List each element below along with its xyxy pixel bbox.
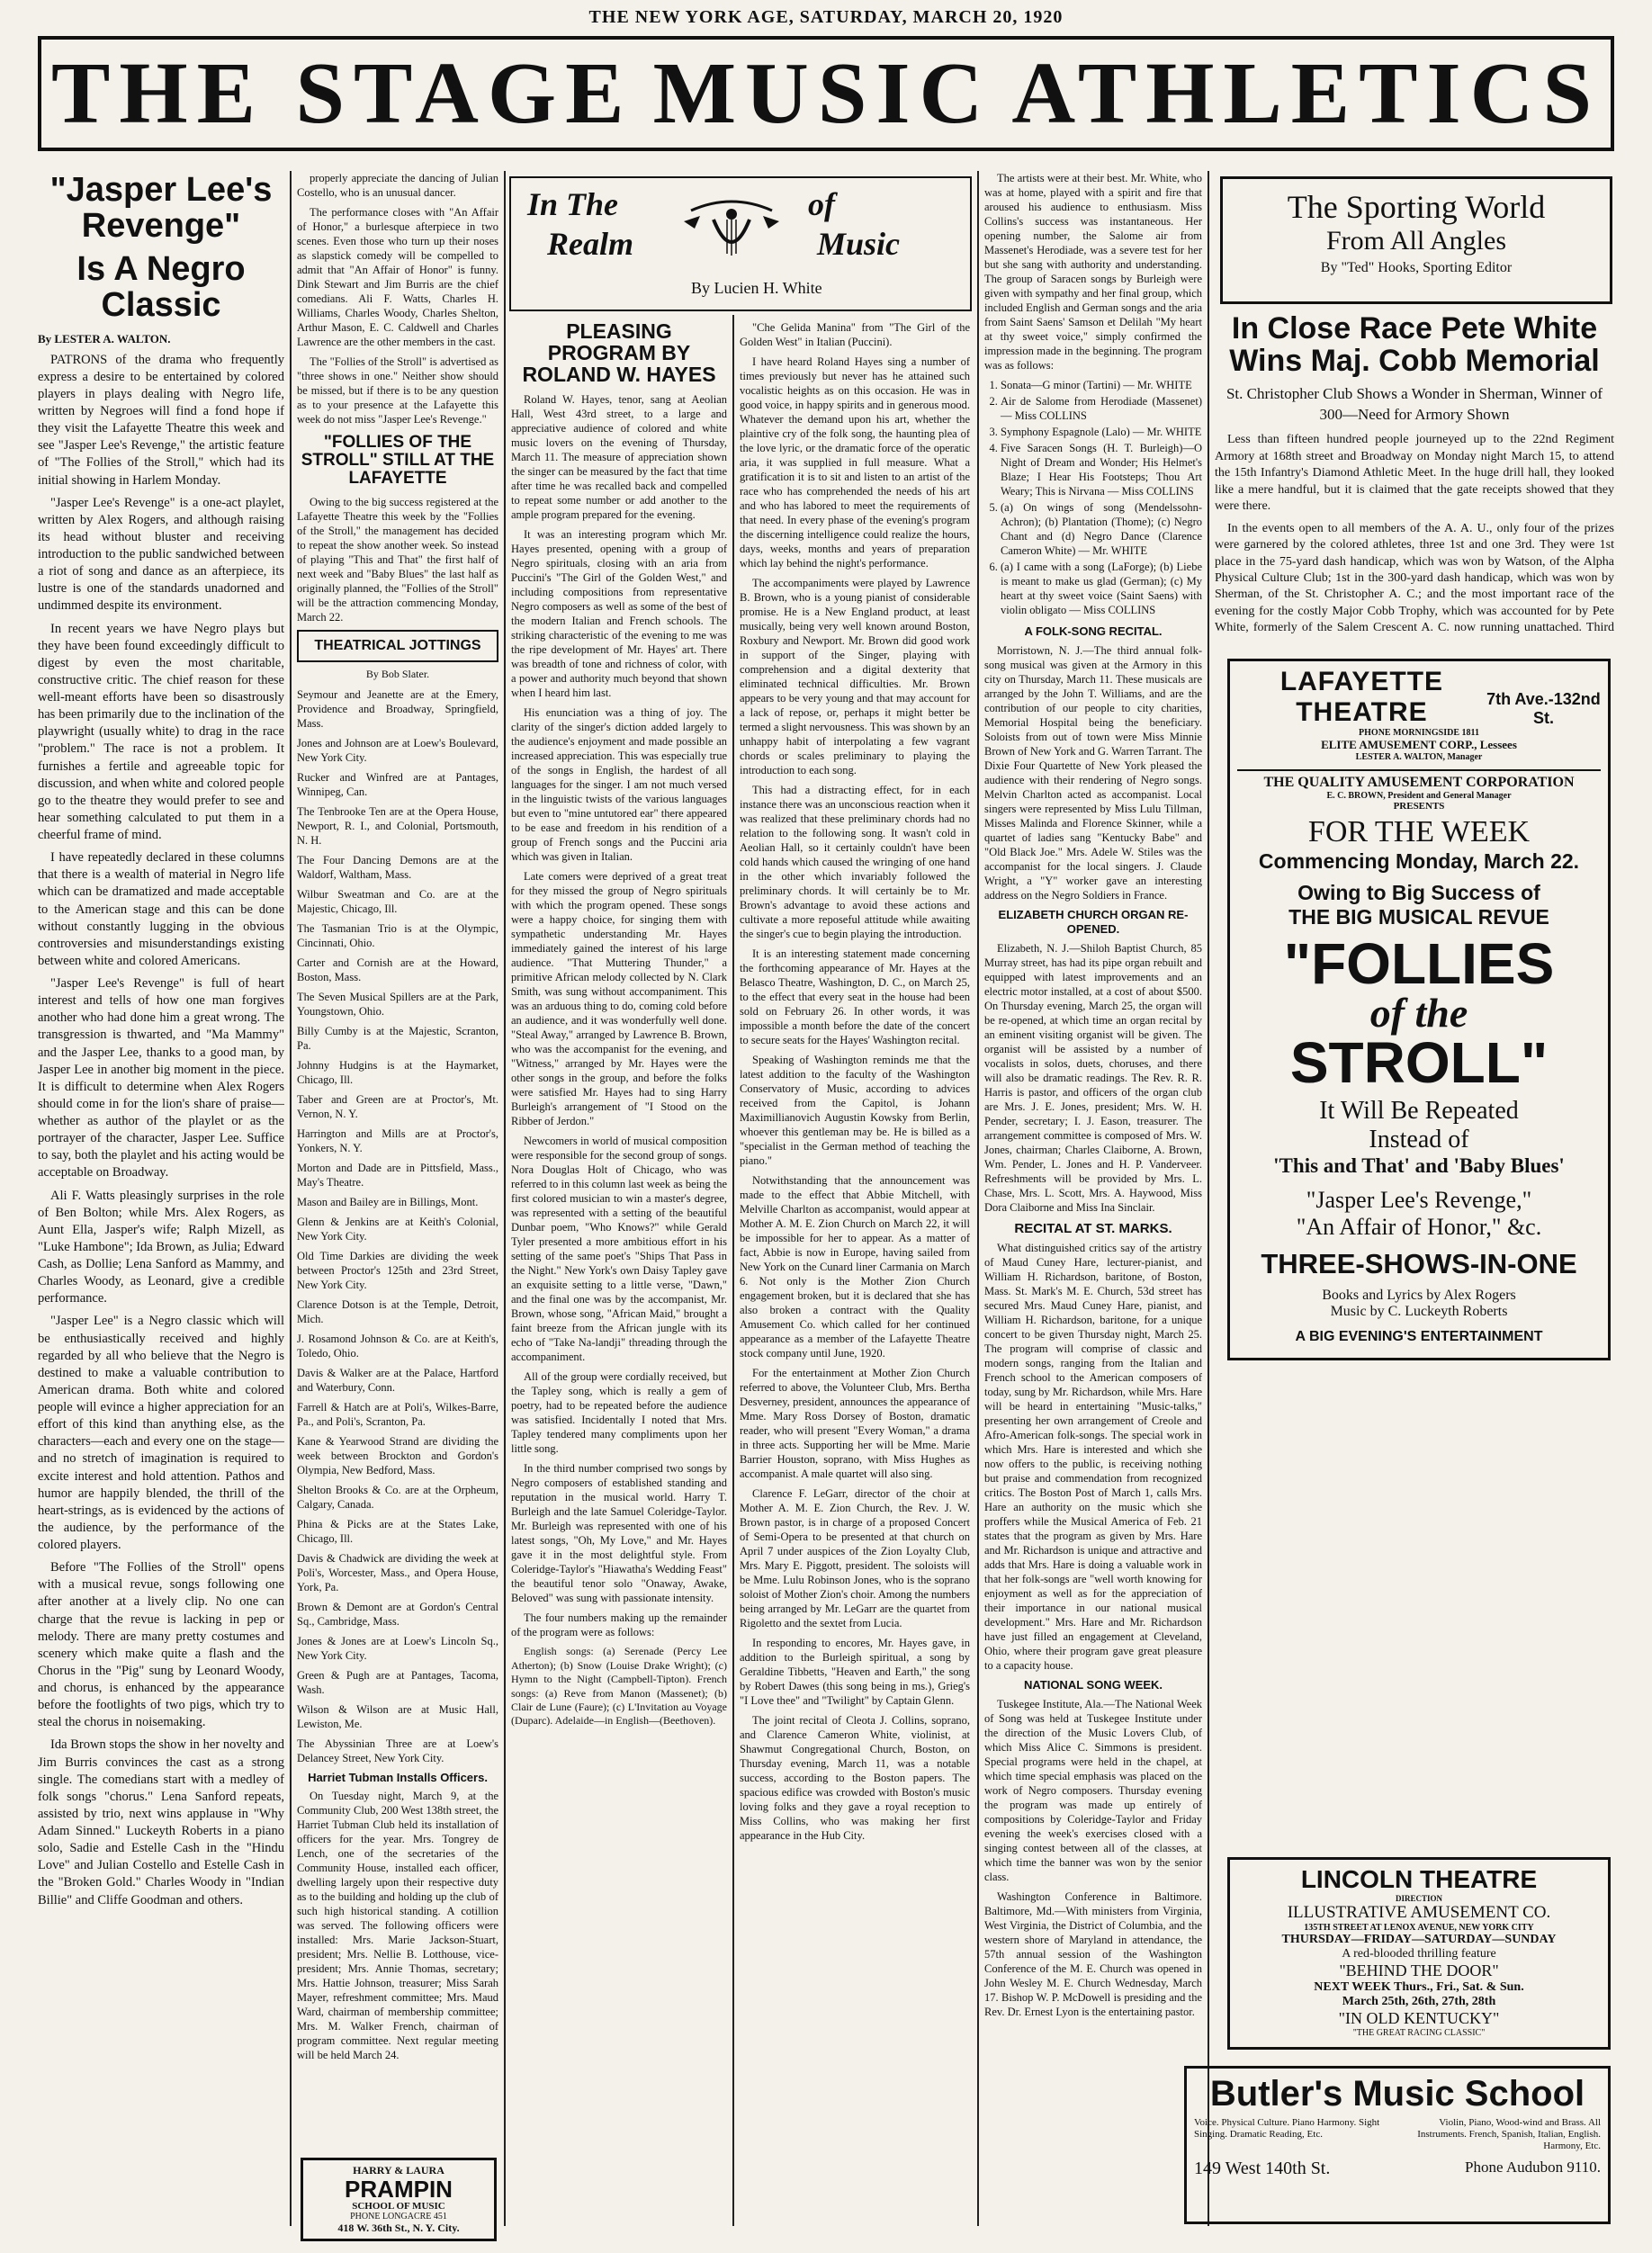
masthead: [38, 36, 1614, 151]
lincoln-address: 135TH STREET AT LENOX AVENUE, NEW YORK CITY: [1304, 1923, 1534, 1933]
program-item: 2. Air de Salome from Herodiade (Massenet) — Miss COLLINS: [1001, 394, 1202, 423]
butler-name: Butler's Music School: [1209, 2074, 1585, 2114]
lincoln-days: THURSDAY—FRIDAY—SATURDAY—SUNDAY: [1281, 1933, 1557, 1946]
sporting-p2: In the events open to all members of the A. A. U., only four of the prizes were garnered by the colored athletes, three 1st and one 3rd. They were 1st place in the 75-yard dash handicap, which was won by Watson, of the Alpha Physical Culture Club; 1st in the 300-yard dash handicap, which was won by Sherman, of the St. Christopher A. C.; and the most important race of the evening for the costly Major Cobb Trophy, which was accounted for by Pete White, formerly of the Salem Crescent A. C. now running unattached. Third: [1215, 521, 1614, 635]
lincoln-direction: DIRECTION: [1395, 1894, 1442, 1903]
lafayette-owing: Owing to Big Success of: [1297, 881, 1540, 904]
jotting-item: Billy Cumby is at the Majestic, Scranton, Pa.: [297, 1024, 498, 1052]
jotting-item: Davis & Chadwick are dividing the week at Poli's, Worcester, Mass., and Opera House, York, Pa.: [297, 1551, 498, 1593]
lafayette-location: 7th Ave.-132nd St.: [1486, 690, 1601, 727]
sporting-title-2: From All Angles: [1325, 226, 1507, 256]
lafayette-affair: "An Affair of Honor," &c.: [1296, 1214, 1542, 1240]
lincoln-name: LINCOLN THEATRE: [1300, 1865, 1538, 1893]
jotting-item: J. Rosamond Johnson & Co. are at Keith's, Toledo, Ohio.: [297, 1332, 498, 1360]
jottings-box: [297, 630, 498, 662]
jotting-item: Jones & Jones are at Loew's Lincoln Sq., New York City.: [297, 1634, 498, 1662]
jasper-p1: PATRONS of the drama who frequently express a desire to be entertained by colored players in plays dealing with Negro life, written by Negroes will find a fond hope if they visit the Lafayette Theatre this week and see "Jasper Lee's Revenge," the artistic feature of "The Follies of the Stroll," which had its initial showing in Harlem Monday.: [38, 352, 284, 488]
sporting-headline: In Close Race Pete White Wins Maj. Cobb Memorial: [1229, 313, 1600, 378]
jotting-item: Johnny Hudgins is at the Haymarket, Chicago, Ill.: [297, 1058, 498, 1086]
sporting-byline: By "Ted" Hooks, Sporting Editor: [1320, 260, 1513, 275]
column-jasper: [38, 171, 284, 2235]
jotting-item: Mason and Bailey are in Billings, Mont.: [297, 1195, 479, 1208]
jotting-item: Kane & Yearwood Strand are dividing the week between Brockton and Gordon's Olympia, New Bedford, Mass.: [297, 1434, 498, 1477]
butler-ad: [1184, 2066, 1611, 2224]
column-hayes-cont: [740, 320, 970, 2235]
hayes-p4: Late comers were deprived of a great treat for they missed the group of Negro spirituals with which the program opened. These songs were a happy choice, for singing them with sympathetic understanding Mr. Hayes immediately gained the interest of his large audience. "That Muttering Thunder," a primitive African melody collected by N. Clark Smith, was sung without accompaniment. This was an arduous thing to do, coming cold before an audience, and it was wonderfully well done. "Steal Away," arranged by Lawrence B. Brown, who was the accompanist for the evening, and "Witness," arranged by Mr. Hayes were the other songs in the group, and before the folks were satisfied Mr. Hayes had to sing Harry Burleigh's arrangement of "I Stood on the Ribber of Jerdon.": [511, 870, 727, 1128]
hayes-p9: "Che Gelida Manina" from "The Girl of the Golden West" in Italian (Puccini).: [740, 321, 970, 348]
hayes-p20: The artists were at their best. Mr. White, who was at home, played with a spirit and fire that aroused his audience to enthusiasm. Miss Collins's success was instantaneous. Her opening number, the Salome air from Massenet's Herodiade, was a severe test for her but she sang with authority and understanding. The group of Saracen songs by Burleigh were given with sympathy and her final group, which included English and German songs and the aria from Saint Saens' Samson et Delilah "My heart at thy sweet voice," simply confirmed the impression made in the beginning. The program was as follows:: [984, 172, 1202, 372]
lafayette-this-and-that: 'This and That' and 'Baby Blues': [1273, 1154, 1565, 1177]
lafayette-books: Books and Lyrics by Alex Rogers: [1322, 1288, 1516, 1303]
lincoln-company: ILLUSTRATIVE AMUSEMENT CO.: [1287, 1903, 1551, 1922]
hayes-p1: Roland W. Hayes, tenor, sang at Aeolian Hall, West 43rd street, to a large and appreciative audience of colored and white music lovers on the evening of Thursday, March 11. The measure of appreciation shown the singer can be measured by the fact that time after time he was recalled back and compelled to repeat some number or add another to the ample program prepared for the evening.: [511, 393, 727, 522]
jotting-item: The Abyssinian Three are at Loew's Delancey Street, New York City.: [297, 1737, 498, 1764]
column-recitals: [984, 171, 1202, 2235]
dateline: THE NEW YORK AGE, SATURDAY, MARCH 20, 1920: [588, 7, 1064, 27]
masthead-music: MUSIC: [652, 45, 992, 142]
prampin-ad: [301, 2158, 497, 2241]
jotting-item: Morton and Dade are in Pittsfield, Mass., May's Theatre.: [297, 1161, 498, 1189]
songweek-body: Tuskegee Institute, Ala.—The National Week of Song was held at Tuskegee Institute under the direction of the Music Lovers Club, of which Miss Alice C. Simmons is president. Special programs were held in the chapel, at which time special emphasis was placed on the work of Negro composers. Thursday evening the program was made up entirely of compositions by Coleridge-Taylor and Friday evening the week's exercises closed with a singing contest between all of the classes, at which time the banner was won by the senior class.: [984, 1697, 1202, 1883]
jasper-byline: By LESTER A. WALTON.: [38, 331, 171, 346]
program-list: [1001, 378, 1202, 617]
lafayette-jasper: "Jasper Lee's Revenge,": [1306, 1187, 1532, 1213]
stmarks-body: What distinguished critics say of the artistry of Maud Cuney Hare, lecturer-pianist, and William H. Richardson, baritone, of Boston, Mass. St. Mark's M. E. Church, 53d street has secured Mrs. Maud Cuney Hare, pianist, and William H. Richardson, baritone, for a unique concert to be given Thursday night, March 25. The program will comprise of classic and modern songs, ranging from the Italian and French school to the American composers of today, sung by Mr. Richardson, while Mrs. Hare will be heard in entertaining "Music-talks," presenting her own arrangement of Creole and Afro-American folk-songs. The special work in which Mrs. Hare is interested and which she now offers to the public, is receiving nothing but praise and commendation from recognized critics. The Boston Post of March 1, calls Mrs. Hare an authority on the music which she proffers while the Musical America of Feb. 21 states that the program as given by Mrs. Hare and Mr. Richardson is unique and attractive and adds that Mrs. Hare is doing a valuable work in that her folk-songs are "well worth knowing for enjoyment as well as for the appreciation of their importance in our national musical development." Mrs. Hare and Mr. Richardson have just filled an engagement at Cleveland, Ohio, where their program gave great pleasure to a capacity house.: [984, 1242, 1202, 1673]
jotting-item: Rucker and Winfred are at Pantages, Winnipeg, Can.: [297, 770, 498, 798]
jotting-item: Taber and Green are at Proctor's, Mt. Vernon, N. Y.: [297, 1092, 498, 1120]
lafayette-commencing: Commencing Monday, March 22.: [1258, 849, 1580, 873]
jotting-item: Glenn & Jenkins are at Keith's Colonial, New York City.: [297, 1215, 498, 1243]
lincoln-sub: "THE GREAT RACING CLASSIC": [1352, 2028, 1486, 2038]
hayes-p14: Speaking of Washington reminds me that the latest addition to the faculty of the Washington Conservatory of Music, according to advices received from the Capitol, is Johann Maximillianovich Augustin Kowsky from Berlin, whoever this gentleman may be. He is billed as a "specialist in the German method of teaching the piano.": [740, 1054, 970, 1167]
hayes-p13: It is an interesting statement made concerning the forthcoming appearance of Mr. Hayes at the Belasco Theatre, Washington, D. C., on March 25, to the effect that every seat in the house had been sold on February 26. In other words, it was impossible a month before the date of the concert to secure seats for the Hayes' Washington recital.: [740, 947, 970, 1046]
lafayette-music: Music by C. Luckeyth Roberts: [1330, 1304, 1508, 1319]
conference-body: Washington Conference in Baltimore. Baltimore, Md.—With ministers from Virginia, West Virginia, the District of Columbia, and the western shore of Maryland in attendance, the 57th annual session of the Washington Conference of the M. E. Church was opened in John Wesley M. E. Church Wednesday, March 17. Bishop W. P. McDowell is presiding and the Rev. Dr. Ernest Lyon is the entertaining pastor.: [984, 1889, 1202, 2018]
folksong-headline: A FOLK-SONG RECITAL.: [1024, 624, 1163, 638]
organ-headline: ELIZABETH CHURCH ORGAN RE-OPENED.: [998, 907, 1189, 937]
tubman-body: On Tuesday night, March 9, at the Community Club, 200 West 138th street, the Harriet Tubman Club held its installation of officers for the year. Mrs. Tongrey de Lench, one of the secretaries of the Community House, installed each officer, dwelling largely upon their respective duty as to the building and holding up the club of such high historical standing. A cotillion was served. The following officers were installed: Mrs. Marie Jackson-Stuart, president; Mrs. Nellie B. Lotthouse, vice-president; Mrs. Annie Thomas, secretary; Mrs. Hattie Johnson, treasurer; Miss Sarah Mayer, refreshment committee; Mrs. Maud Ward, chairman of membership committee; Mrs. M. Walker French, chairman of program committee. Next regular meeting will be held March 24.: [297, 1790, 498, 2062]
lafayette-of-the: of the: [1369, 990, 1468, 1036]
prampin-phone: PHONE LONGACRE 451: [350, 2212, 447, 2222]
lafayette-gm: E. C. BROWN, President and General Manager: [1326, 791, 1512, 801]
follies-body: Owing to the big success registered at the Lafayette Theatre this week by the "Follies of the Stroll," the management has decided to repeat the show another week. So instead of playing "This and That" the first half of next week and "Baby Blues" the last half as originally planned, the "Follies of the Stroll" will be the attraction commencing Monday, March 22.: [297, 495, 498, 624]
hayes-p18: In responding to encores, Mr. Hayes gave, in addition to the Burleigh spiritual, a song by Geraldine Tibbetts, "Heaven and Earth," the song by Robert Dawes (this song being in ms.), Grieg's "I Love thee" and "Twilight" by Captain Glenn.: [740, 1637, 970, 1707]
lafayette-phone: PHONE MORNINGSIDE 1811: [1359, 728, 1479, 738]
hayes-p15: Notwithstanding that the announcement was made to the effect that Abbie Mitchell, with Melville Charlton as accompanist, would appear at Mother A. M. E. Zion Church on March 22, it will be impossible for her to appear. As a matter of fact, Abbie is now in Europe, having sailed from New York on the Cunard liner Carmania on March 6. Not only is the Mother Zion Church engagement broken, but it is declared that she has also broken a contract with the Quality Amusement Co. which called for her continued appearance as a member of the Lafayette Theatre stock company until June, 1920.: [740, 1174, 970, 1360]
program-item: 6. (a) I came with a song (LaForge); (b) Liebe is meant to make us glad (German); (c) My heart at thy sweet voice (Saint Saens) with violin obligato — Miss COLLINS: [1001, 560, 1202, 617]
lafayette-company: ELITE AMUSEMENT CORP., Lessees: [1321, 738, 1517, 751]
lincoln-next: NEXT WEEK Thurs., Fri., Sat. & Sun.: [1314, 1980, 1524, 1994]
lafayette-corp: THE QUALITY AMUSEMENT CORPORATION: [1237, 769, 1601, 791]
hayes-p17: Clarence F. LeGarr, director of the choir at Mother A. M. E. Zion Church, the Rev. J. W. Brown pastor, is in charge of a proposed Concert of Semi-Opera to be presented at that church on April 7 under auspices of the Zion Loyalty Club, Mrs. Mary E. Piggott, president. The soloists will be Mme. Lulu Robinson Jones, who is the soprano soloist of Mother Zion's choir. Among the numbers being arranged by Mr. LeGarr are the quartet from Rigoletto and the sextet from Lucia.: [740, 1487, 970, 1629]
column-rule: [290, 171, 292, 2226]
program-item: 1. Sonata—G minor (Tartini) — Mr. WHITE: [1001, 378, 1202, 392]
jasper-p4: I have repeatedly declared in these columns that there is a wealth of material in Negro life which can be dramatized and made acceptable to the American stage and this can be done without constantly lugging in the obvious controversies and misunderstandings existing between white and colored Americans.: [38, 850, 284, 968]
jottings-byline: By Bob Slater.: [365, 668, 430, 681]
jotting-item: Wilbur Sweatman and Co. are at the Majestic, Chicago, Ill.: [297, 887, 498, 915]
sporting-title-1: The Sporting World: [1287, 189, 1546, 225]
column-rule: [977, 171, 979, 2226]
folksong-body: Morristown, N. J.—The third annual folk-song musical was given at the Armory in this city on Thursday, March 11. These musicals are arranged by the John T. Williams, and are the contribution of our people to city charities, Memorial Hospital being the beneficiary. Soloists from out of town were Miss Minnie Brown of New York and G. Warren Tarrant. The Dixie Four Quartette of New York pleased the audience with their rendering of Negro songs. Melvin Charlton acted as accompanist. Local singers were represented by Miss Lulu Tillman, Misses Malinda and Florence Skinner, while a quartet of ladies sang "Kentucky Babe" and "Old Black Joe." Mrs. Adele W. Stiles was the accompanist for the local singers. J. Claude Wright, a "Y" worker gave an interesting address on the Negro Soldiers in France.: [984, 643, 1202, 902]
lafayette-repeated: It Will Be Repeated: [1319, 1097, 1519, 1125]
program-item: 3. Symphony Espagnole (Lalo) — Mr. WHITE: [1001, 425, 1202, 439]
lafayette-presents: PRESENTS: [1393, 801, 1445, 812]
realm-header: [509, 176, 972, 311]
tubman-headline: Harriet Tubman Installs Officers.: [308, 1770, 488, 1784]
program-item: 4. Five Saracen Songs (H. T. Burleigh)—O Night of Dream and Wonder; His Helmet's Blaze; I Hear His Footsteps; Thou Art Weary; This is Nirvana — Miss COLLINS: [1001, 441, 1202, 498]
prampin-names: HARRY & LAURA: [353, 2164, 444, 2177]
masthead-athletics: ATHLETICS: [1011, 45, 1601, 142]
column-rule: [732, 315, 734, 2226]
program-item: 5. (a) On wings of song (Mendelssohn-Achron); (b) Plantation (Thome); (c) Negro Chant and (d) Negro Dance (Clarence Cameron White) — Mr. WHITE: [1001, 500, 1202, 558]
realm-of: of: [808, 186, 835, 222]
jottings-headline: THEATRICAL JOTTINGS: [314, 637, 481, 653]
prampin-address: 418 W. 36th St., N. Y. City.: [337, 2222, 460, 2234]
column-rule: [504, 171, 506, 2226]
jasper-p7: "Jasper Lee" is a Negro classic which will be enthusiastically received and highly regarded by all who believe that the Negro is destined to make a valuable contribution to American drama. Both white and colored people will evince a higher appreciation for an effort of this kind than anything else, as the characters—each and every one on the stage—and no stretch of imagination is required to excite interest and hold attention. Pathos and humor are happily blended, the thrill of the heart-strings, as is evidenced by the actions of the audience, by the performance of the colored players.: [38, 1314, 284, 1553]
lafayette-manager: LESTER A. WALTON, Manager: [1355, 752, 1483, 762]
lincoln-feature: A red-blooded thrilling feature: [1342, 1947, 1496, 1961]
sporting-subhead: St. Christopher Club Shows a Wonder in Sherman, Winner of 300—Need for Armory Shown: [1226, 385, 1603, 423]
lincoln-ad: [1227, 1857, 1611, 2050]
lincoln-title-2: "IN OLD KENTUCKY": [1338, 2009, 1500, 2027]
jotting-item: The Tenbrooke Ten are at the Opera House, Newport, R. I., and Colonial, Portsmouth, N. H.: [297, 804, 498, 847]
realm-music: Music: [817, 226, 901, 262]
lafayette-instead: Instead of: [1369, 1126, 1469, 1153]
hayes-p11: The accompaniments were played by Lawrence B. Brown, who is a young pianist of considerable promise. He is a New England product, at least musically, being very well known around Boston, Roxbury and Newport. Mr. Brown did good work in support of the Singer, playing with comprehension and a digital dexterity that eliminated technical difficulties. Mr. Brown appears to be very young and that may account for a lack of repose, or, perhaps it might better be termed a slight nervousness. This was shown by an unhappy habit of interpolating a few vagrant chords or scales preliminary to playing the introduction to each song.: [740, 577, 970, 776]
butler-right: Violin, Piano, Wood-wind and Brass. All Instruments. French, Spanish, Italian, English. Harmony, Etc.: [1417, 2117, 1601, 2152]
jotting-item: Old Time Darkies are dividing the week between Proctor's 125th and 23rd Street, New York City.: [297, 1249, 498, 1291]
column-sporting: [1215, 313, 1614, 637]
hayes-p3: His enunciation was a thing of joy. The clarity of the singer's diction added largely to the audience's enjoyment and made possible an increased appreciation. This was especially true of the songs in English, the hardest of all languages for the singer. I am not much versed in the linguistic twists of the various languages but even to "mine untutored ear" there appeared to be ease and freedom in his rendition of a group of French songs and the Puccini aria which was given in Italian.: [511, 706, 727, 864]
jasper-p10: properly appreciate the dancing of Julian Costello, who is an unusual dancer.: [297, 172, 498, 199]
lyre-ornament-icon: [682, 193, 781, 269]
hayes-p10: I have heard Roland Hayes sing a number of times previously but never has he attained such vocalistic heights as on this occasion. He was in good voice, in happy spirits and in generous mood. Whatever the demand upon his art, whether the plaintive cry of the folk song, the haunting plea of the love lyric, or the dramatic force of the operatic aria, it was supplied in full measure. What a gratification it is to sit and listen to an artist of the race who has comprehended the needs of his art and who has labored to meet the requirements of that need. In every phase of the evening's program the discerning intelligence could realize the hours, days, weeks, months and years of preparation which lay behind the night's performance.: [740, 355, 970, 570]
butler-phone: Phone Audubon 9110.: [1465, 2158, 1601, 2176]
jotting-item: Shelton Brooks & Co. are at the Orpheum, Calgary, Canada.: [297, 1483, 498, 1511]
hayes-p12: This had a distracting effect, for in each instance there was an unconscious reaction when it was realized that these preliminary chords had no relation to the following song. It wasn't cold in Aeolian Hall, so it certainly couldn't have been cold hands which caused the wringing of one hand in the other which invariably followed the preliminary chords. It will certainly be to Mr. Brown's advantage to avoid these actions and cultivate a more reposeful attitude while awaiting the singer's cue to begin playing the introduction.: [740, 784, 970, 940]
hayes-headline: PLEASING PROGRAM BY ROLAND W. HAYES: [522, 320, 716, 387]
jasper-p5: "Jasper Lee's Revenge" is full of heart interest and tells of how one man forgives another who had done him a great wrong. The transgression is thwarted, and "Ma Mammy" and the Jasper Lee, thanks to a good man, by Jasper Lee in another big moment in the piece. It is difficult to determine when Alex Rogers should come in for the lion's share of praise—whether as author of the playlet or as the portrayer of the character, Jasper Lee. Suffice to say, both the playlet and his acting would be acceptable on Broadway.: [38, 976, 284, 1180]
sporting-p1: Less than fifteen hundred people journeyed up to the 22nd Regiment Armory at 168th street and Broadway on Monday night March 15, to attend the 15th Infantry's Diamond Athletic Meet. In the huge drill hall, they looked like a mere handful, but it is claimed that the gate receipts showed that they were there.: [1215, 433, 1614, 514]
hayes-p5: Newcomers in world of musical composition were responsible for the second group of songs. Nora Douglas Holt of Chicago, who was referred to in this column last week as being the first colored musician to win a master's degree, was represented with a setting of the beautiful Dunbar poem, "Who Knows?" while Gerald Tyler presented a more ambitious effort in his setting of the same poet's "Ships That Pass in the Night." New York's own Daisy Tapley gave an exquisite setting to a little verse, "Dawn," and the final one was by the accompanist, Mr. Brown, whose song, "African Maid," brought a faint breeze from the African jungle with its echo of "Take Na-landji" threading through the accompaniment.: [511, 1135, 727, 1364]
jottings-list: [297, 687, 498, 1765]
organ-body: Elizabeth, N. J.—Shiloh Baptist Church, 85 Murray street, has had its pipe organ rebuilt and equipped with latest improvements and an electric motor installed, at a cost of about $500. On Thursday evening, March 25, the organ will be re-opened, at which time an organ recital by an eminent visiting organist will be given. The organist will be assisted by a number of vocalists in solos, duets, choruses, and there will also be dramatic readings. The Rev. R. R. Harris is pastor, and officers of the organ club are Mrs. J. E. Jones, president; Mrs. W. H. Pender, secretary; I. J. Eason, treasurer. The arrangement committee is composed of Mrs. W. Jones, chairman; Charles Claiborne, A. Brown, Wm. Pender, L. Jones and H. P. Vanderveer. Refreshments will be provided by Mrs. L. Chase, Mrs. L. Scott, Mrs. A. Haywood, Miss Dora Claiborne and Miss Ina Sinclair.: [984, 941, 1202, 1214]
jotting-item: Jones and Johnson are at Loew's Boulevard, New York City.: [297, 736, 498, 764]
column-jottings: [297, 171, 498, 2235]
jotting-item: Farrell & Hatch are at Poli's, Wilkes-Barre, Pa., and Poli's, Scranton, Pa.: [297, 1400, 498, 1428]
realm-realm: Realm: [547, 226, 633, 262]
prampin-school: SCHOOL OF MUSIC: [352, 2201, 445, 2212]
lafayette-evening: A BIG EVENING'S ENTERTAINMENT: [1295, 1329, 1543, 1344]
songweek-headline: NATIONAL SONG WEEK.: [1023, 1678, 1163, 1692]
hayes-p8: The four numbers making up the remainder of the program were as follows:: [511, 1611, 727, 1639]
butler-address: 149 West 140th St.: [1194, 2158, 1331, 2178]
lafayette-revue: THE BIG MUSICAL REVUE: [1288, 905, 1549, 929]
stmarks-headline: RECITAL AT ST. MARKS.: [1014, 1220, 1172, 1236]
jotting-item: Wilson & Wilson are at Music Hall, Lewiston, Me.: [297, 1702, 498, 1730]
realm-in-the: In The: [527, 186, 619, 222]
hayes-p7: In the third number comprised two songs by Negro composers of established standing and reputation in the musical world. Harry T. Burleigh and the late Samuel Coleridge-Taylor. Mr. Burleigh was represented with one of his latest songs, "Oh, My Love," and Mr. Hayes gave it in the most delightful style. From Coleridge-Taylor's "Hiawatha's Wedding Feast" the beautiful tenor solo "Onaway, Awake, Beloved" was sung with passionate intensity.: [511, 1462, 727, 1605]
jotting-item: The Tasmanian Trio is at the Olympic, Cincinnati, Ohio.: [297, 921, 498, 949]
jotting-item: Davis & Walker are at the Palace, Hartford and Waterbury, Conn.: [297, 1366, 498, 1394]
hayes-p6: All of the group were cordially received, but the Tapley song, which is really a gem of poetry, had to be repeated before the audience was satisfied. Incidentally I noted that Mrs. Tapley tendered many compliments upon her little song.: [511, 1370, 727, 1456]
lafayette-follies: "FOLLIES: [1283, 931, 1555, 996]
jasper-p12: The "Follies of the Stroll" is advertised as "three shows in one." Neither show should be missed, but if there is to be any question as to your presence at the Lafayette this week do not miss "Jasper Lee's Revenge.": [297, 355, 498, 426]
jotting-item: Clarence Dotson is at the Temple, Detroit, Mich.: [297, 1297, 498, 1325]
lafayette-name: LAFAYETTE THEATRE: [1279, 667, 1444, 727]
jasper-headline-2: Is A Negro Classic: [76, 249, 246, 324]
butler-left: Voice. Physical Culture. Piano Harmony. Sight Singing. Dramatic Reading, Etc.: [1194, 2117, 1380, 2141]
hayes-p19: The joint recital of Cleota J. Collins, soprano, and Clarence Cameron White, violinist, at Shawmut Congregational Church, Boston, on Thursday evening, March 11, was a notable success, according to the Boston papers. The spacious edifice was crowded with Boston's music loving folks and they gave a royal reception to Miss Collins, who was making her first appearance in the Hub City.: [740, 1714, 970, 1842]
lincoln-dates: March 25th, 26th, 27th, 28th: [1342, 1995, 1496, 2008]
sporting-header: [1220, 176, 1612, 304]
lafayette-week: FOR THE WEEK: [1307, 815, 1531, 848]
jotting-item: Carter and Cornish are at the Howard, Boston, Mass.: [297, 956, 498, 983]
jotting-item: Seymour and Jeanette are at the Emery, Providence and Broadway, Springfield, Mass.: [297, 687, 498, 730]
lafayette-three-shows: THREE-SHOWS-IN-ONE: [1261, 1248, 1577, 1279]
jotting-item: Green & Pugh are at Pantages, Tacoma, Wash.: [297, 1668, 498, 1696]
jasper-p11: The performance closes with "An Affair of Honor," a burlesque afterpiece in two scenes. Even those who turn up their noses as slapstick comedy will be compelled to admit that "An Affair of Honor" is funny. Dink Stewart and Jim Burris are the chief comedians. Ali F. Watts, Charles H. Williams, Charles Woody, Charles Shelton, Arthur Mason, E. C. Caldwell and Charles Lawrence are the other members in the cast.: [297, 206, 498, 348]
masthead-stage: THE STAGE: [51, 45, 633, 142]
jasper-p3: In recent years we have Negro plays but they have been found exceedingly difficult to digest by even the most charitable, constructive critic. The chief reason for these well-meant efforts have been so disastrously has been primarily due to the inclination of the playwright (usually white) to drag in the race "problem." The race is not a problem. It furnishes a fertile and agreeable topic for discussion, and when white and colored people go to the theatre they would prefer to see and hear something calculated to put them in a cheerful frame of mind.: [38, 621, 284, 843]
lafayette-ad: [1227, 659, 1611, 1360]
hayes-songs: English songs: (a) Serenade (Percy Lee Atherton); (b) Snow (Louise Drake Wright); (c) Hymn to the Night (Campbell-Tipton). French songs: (a) Reve from Manon (Massenet); (b) Clair de Lune (Faure); (c) L'Invitation au Voyage (Duparc). Adelaide—in English—(Beethoven).: [511, 1645, 727, 1728]
hayes-p16: For the entertainment at Mother Zion Church referred to above, the Volunteer Club, Mrs. Bertha Desverney, president, announces the appearance of Mme. Mary Ross Dorsey of Boston, dramatic reader, who will present "Every Woman," a drama in three acts. Supporting her will be Mme. Marie Barrier Houston, soprano, with Miss Hughes as accompanist. A male quartet will also sing.: [740, 1367, 970, 1480]
jasper-p8: Before "The Follies of the Stroll" opens with a musical revue, songs following one after another at a lively clip. No one can charge that the revue is lacking in pep or melody. There are many pretty costumes and scenery which make quite a flash and the Chorus in the "Pig" sung by Leonard Woody, and chorus, is enhanced by the appearance before the footlights of two pigs, which try to steal the chorus in noisemaking.: [38, 1560, 284, 1730]
jotting-item: Harrington and Mills are at Proctor's, Yonkers, N. Y.: [297, 1126, 498, 1154]
hayes-p2: It was an interesting program which Mr. Hayes presented, opening with a group of Negro spirituals, closing with an aria from Puccini's "The Girl of the Golden West," and including compositions from representative Negro composers as well as some of the best of the modern Italian and French schools. The striking characteristic of the evening to me was the ripe development of Mr. Hayes' art. There was breadth of tone and richness of color, with a power and authority much beyond that shown when I heard him last.: [511, 528, 727, 700]
jasper-p6: Ali F. Watts pleasingly surprises in the role of Ben Bolton; while Mrs. Alex Rogers, as Aunt Ella, Jasper's wife; Ralph Mizell, as "Luke Hambone"; Ida Brown, as Julia; Edward Cash, as Dollie; Lena Sanford as Mammy, and Charles Woody, as Leonard, give a credible performance.: [38, 1188, 284, 1306]
jotting-item: The Four Dancing Demons are at the Waldorf, Waltham, Mass.: [297, 853, 498, 881]
jotting-item: Phina & Picks are at the States Lake, Chicago, Ill.: [297, 1517, 498, 1545]
column-rule: [1208, 171, 1209, 2226]
lincoln-title: "BEHIND THE DOOR": [1339, 1961, 1499, 1979]
jasper-p2: "Jasper Lee's Revenge" is a one-act playlet, written by Alex Rogers, and although raising its head without bluster and receiving introduction to the public sandwiched between a riot of song and dance as an afterpiece, its lustre is one of the standards unadorned and undimmed despite its environment.: [38, 495, 284, 614]
column-hayes-text: [511, 320, 727, 2235]
follies-headline: "FOLLIES OF THE STROLL" STILL AT THE LAFAYETTE: [301, 433, 495, 488]
jotting-item: The Seven Musical Spillers are at the Park, Youngstown, Ohio.: [297, 990, 498, 1018]
jasper-p9: Ida Brown stops the show in her novelty and Jim Burris convinces the cast as a strong single. The comedians start with a medley of folk songs "chorus." Lena Sanford repeats, assisted by trio, next wins applause in "Why Adam Sinned." Luckeyth Roberts in a piano solo, Sadie and Estelle Cash in the "Hindu Love" and Julian Costello and Estelle Cash in the "Broken Gold." Charles Woody in "Indian Billie" and Cliffe Goodman and others.: [38, 1737, 284, 1907]
lafayette-stroll: STROLL": [1289, 1030, 1549, 1095]
prampin-title: PRAMPIN: [345, 2176, 453, 2203]
realm-byline: By Lucien H. White: [691, 279, 822, 297]
jotting-item: Brown & Demont are at Gordon's Central Sq., Cambridge, Mass.: [297, 1600, 498, 1628]
jasper-headline-1: "Jasper Lee's Revenge": [49, 171, 273, 245]
